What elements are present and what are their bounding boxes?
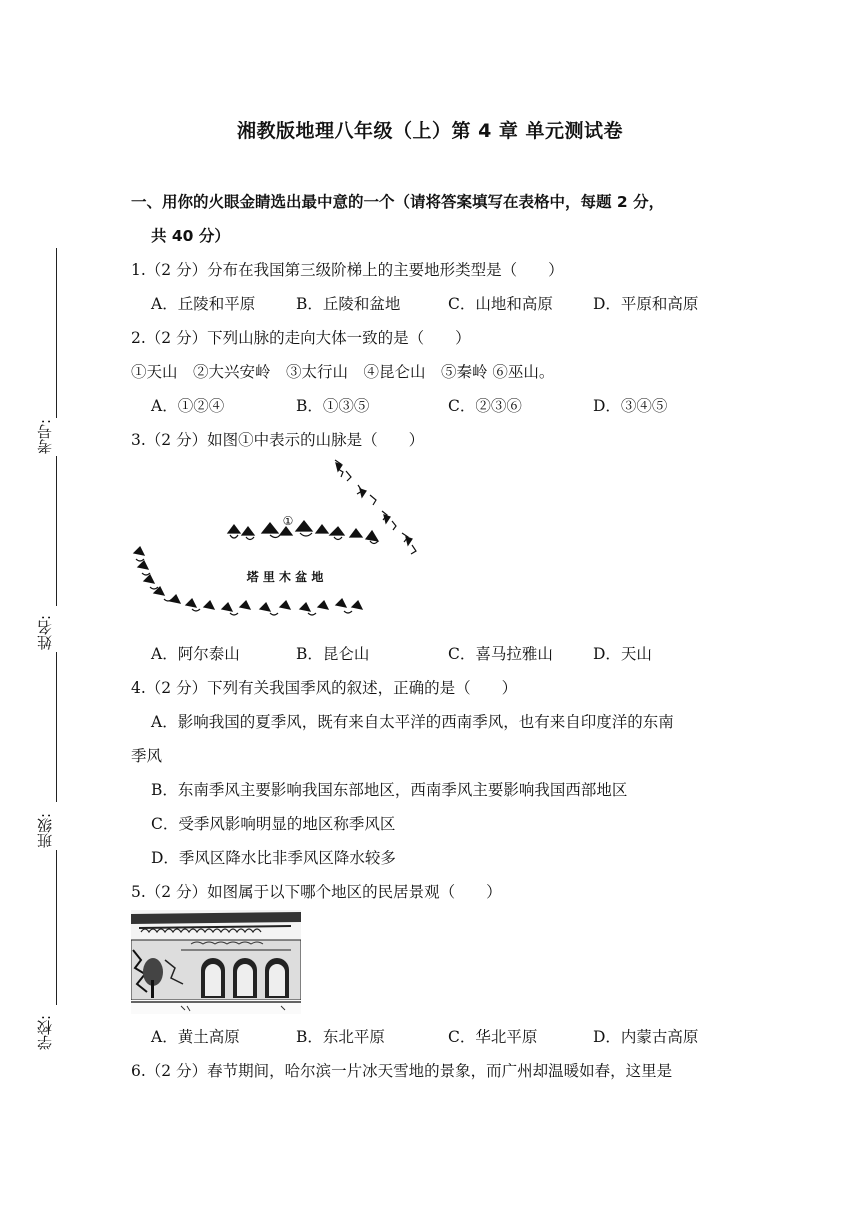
name-label: 姓名:	[36, 614, 54, 650]
page-title: 湘教版地理八年级（上）第 4 章 单元测试卷	[236, 120, 624, 142]
q5-stem: 5.（2 分）如图属于以下哪个地区的民居景观（ ）	[131, 883, 502, 901]
q1-option-b: B．丘陵和盆地	[296, 295, 401, 313]
q4-option-a-line2: 季风	[131, 747, 163, 765]
q2-option-a: A．①②④	[151, 397, 225, 415]
q4-option-a-line1: A．影响我国的夏季风，既有来自太平洋的西南季风，也有来自印度洋的东南	[151, 713, 674, 731]
q2-items: ①天山 ②大兴安岭 ③太行山 ④昆仑山 ⑤秦岭 ⑥巫山。	[131, 363, 555, 381]
q1-option-c: C．山地和高原	[448, 295, 553, 313]
mountain-map-figure	[130, 455, 430, 635]
margin-rule-2	[56, 456, 57, 606]
class-label: 班级:	[36, 812, 54, 848]
q4-stem: 4.（2 分）下列有关我国季风的叙述，正确的是（ ）	[131, 679, 518, 697]
q3-stem: 3.（2 分）如图①中表示的山脉是（ ）	[131, 431, 425, 449]
q3-option-b: B．昆仑山	[296, 645, 370, 663]
exam-no-label: 考号:	[36, 418, 54, 454]
q5-option-c: C．华北平原	[448, 1028, 538, 1046]
q2-option-d: D．③④⑤	[593, 397, 668, 415]
q3-option-a: A．阿尔泰山	[151, 645, 240, 663]
margin-rule-4	[56, 850, 57, 1005]
q5-option-d: D．内蒙古高原	[593, 1028, 699, 1046]
school-label: 学校:	[36, 1014, 54, 1050]
q1-option-a: A．丘陵和平原	[151, 295, 256, 313]
q5-option-b: B．东北平原	[296, 1028, 385, 1046]
basin-label: 塔 里 木 盆 地	[246, 570, 324, 584]
section1-line2: 共 40 分）	[151, 227, 230, 245]
q4-option-c: C．受季风影响明显的地区称季风区	[151, 815, 396, 833]
cave-dwelling-figure	[131, 910, 301, 1014]
q2-option-b: B．①③⑤	[296, 397, 370, 415]
margin-rule-3	[56, 652, 57, 802]
q5-option-a: A．黄土高原	[151, 1028, 240, 1046]
q2-option-c: C．②③⑥	[448, 397, 522, 415]
q1-option-d: D．平原和高原	[593, 295, 699, 313]
q4-option-b: B．东南季风主要影响我国东部地区，西南季风主要影响我国西部地区	[151, 781, 628, 799]
margin-rule-1	[56, 248, 57, 418]
q3-option-c: C．喜马拉雅山	[448, 645, 553, 663]
q1-stem: 1.（2 分）分布在我国第三级阶梯上的主要地形类型是（ ）	[131, 261, 564, 279]
figure-marker: ①	[282, 514, 294, 528]
q4-option-d: D．季风区降水比非季风区降水较多	[151, 849, 396, 867]
q2-stem: 2.（2 分）下列山脉的走向大体一致的是（ ）	[131, 329, 471, 347]
q3-option-d: D．天山	[593, 645, 652, 663]
section1-line1: 一、用你的火眼金睛选出最中意的一个（请将答案填写在表格中，每题 2 分，	[131, 193, 665, 211]
q6-stem: 6.（2 分）春节期间，哈尔滨一片冰天雪地的景象，而广州却温暖如春，这里是	[131, 1062, 673, 1080]
